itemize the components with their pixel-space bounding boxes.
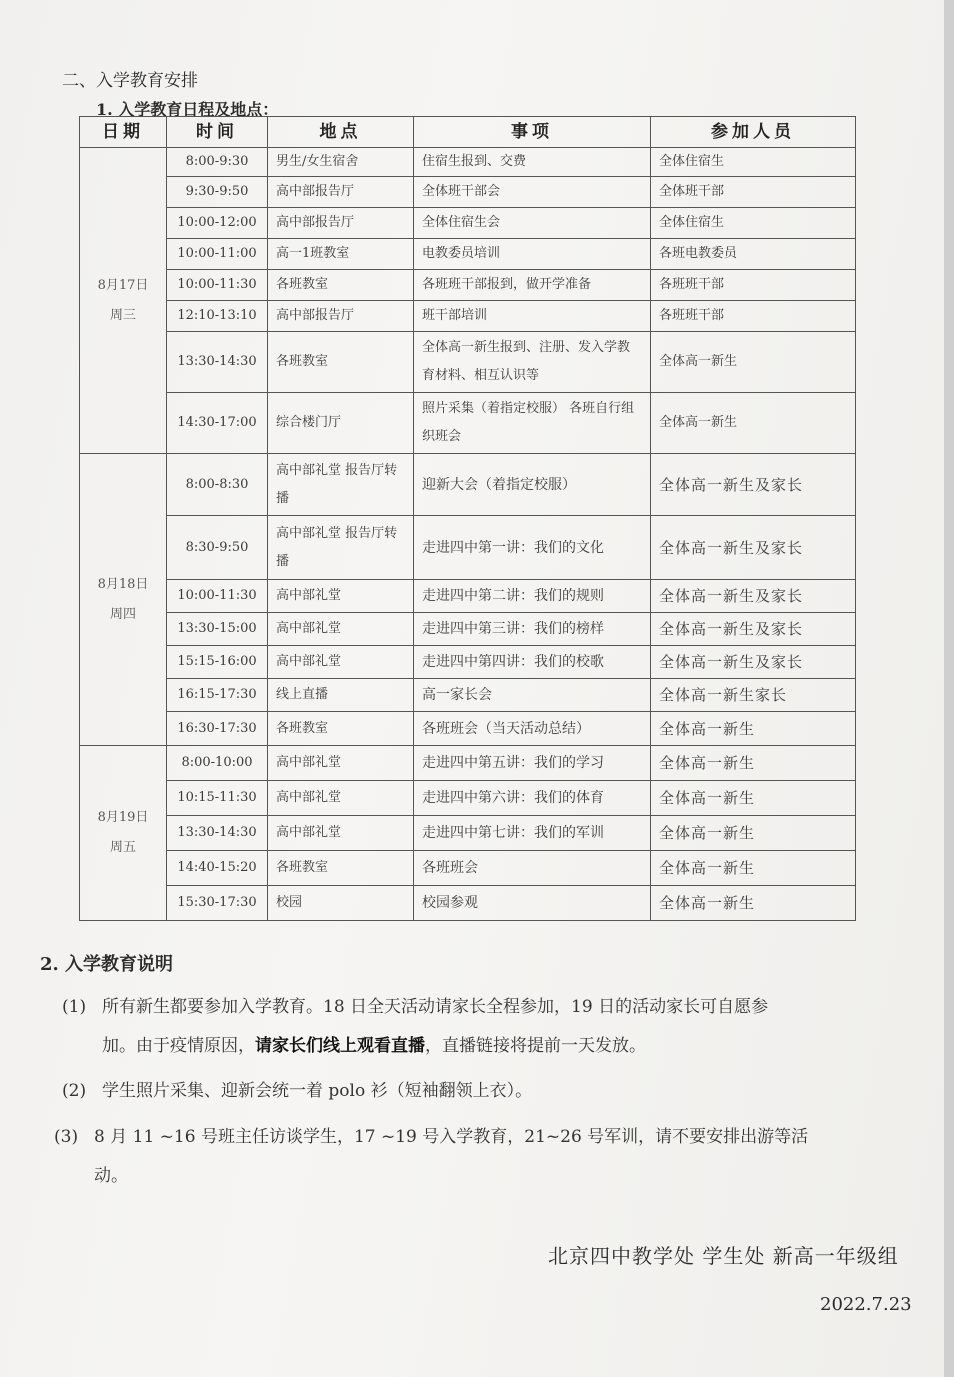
place-cell: 各班教室 xyxy=(268,712,414,746)
people-cell: 全体高一新生 xyxy=(651,886,856,921)
header-date: 日期 xyxy=(80,117,167,148)
note-3-text-b: 动。 xyxy=(94,1166,128,1186)
table-header-row xyxy=(80,117,856,148)
table-row xyxy=(80,886,856,921)
place-cell: 高中部报告厅 xyxy=(268,177,414,208)
people-cell: 全体高一新生及家长 xyxy=(651,613,856,646)
people-cell: 各班班干部 xyxy=(651,270,856,301)
time-cell: 8:00-8:30 xyxy=(167,454,268,516)
item-cell: 各班班会 xyxy=(414,851,651,886)
schedule-table xyxy=(79,116,856,921)
place-cell: 校园 xyxy=(268,886,414,921)
time-cell: 15:15-16:00 xyxy=(167,646,268,679)
time-cell: 13:30-15:00 xyxy=(167,613,268,646)
place-cell: 高一1班教室 xyxy=(268,239,414,270)
people-cell: 各班电教委员 xyxy=(651,239,856,270)
date-cell xyxy=(80,454,167,746)
table-row xyxy=(80,177,856,208)
note-1-text-c: ，直播链接将提前一天发放。 xyxy=(425,1036,646,1056)
time-cell: 8:00-9:30 xyxy=(167,148,268,177)
place-cell: 高中部报告厅 xyxy=(268,301,414,332)
place-cell: 综合楼门厅 xyxy=(268,393,414,454)
people-cell: 全体高一新生 xyxy=(651,851,856,886)
table-row xyxy=(80,239,856,270)
item-cell: 各班班干部报到，做开学准备 xyxy=(414,270,651,301)
item-cell: 住宿生报到、交费 xyxy=(414,148,651,177)
table-row xyxy=(80,332,856,393)
item-cell: 走进四中第二讲：我们的规则 xyxy=(414,580,651,613)
note-1-number: (1) xyxy=(62,997,87,1017)
item-cell: 各班班会（当天活动总结） xyxy=(414,712,651,746)
item-cell: 迎新大会（着指定校服） xyxy=(414,454,651,516)
page-edge xyxy=(944,0,954,1377)
item-cell: 走进四中第五讲：我们的学习 xyxy=(414,746,651,781)
table-row xyxy=(80,270,856,301)
place-cell: 高中部礼堂 xyxy=(268,816,414,851)
document-date: 2022.7.23 xyxy=(820,1294,912,1315)
date-label: 8月19日 xyxy=(97,810,149,825)
signature: 北京四中教学处 学生处 新高一年级组 xyxy=(548,1244,899,1268)
item-cell: 全体班干部会 xyxy=(414,177,651,208)
people-cell: 全体高一新生 xyxy=(651,712,856,746)
section-heading: 二、入学教育安排 xyxy=(62,71,198,91)
note-1-bold: 请家长们线上观看直播 xyxy=(255,1036,425,1056)
note-2-number: (2) xyxy=(62,1081,87,1101)
table-row xyxy=(80,746,856,781)
table-row xyxy=(80,148,856,177)
time-cell: 13:30-14:30 xyxy=(167,816,268,851)
place-cell: 高中部报告厅 xyxy=(268,208,414,239)
item-cell: 走进四中第四讲：我们的校歌 xyxy=(414,646,651,679)
table-row xyxy=(80,646,856,679)
date-cell xyxy=(80,148,167,454)
table-row xyxy=(80,781,856,816)
section2-heading: 2. 入学教育说明 xyxy=(40,954,174,975)
item-cell: 高一家长会 xyxy=(414,679,651,712)
people-cell: 全体高一新生家长 xyxy=(651,679,856,712)
time-cell: 10:00-11:30 xyxy=(167,270,268,301)
weekday-label: 周五 xyxy=(109,840,136,855)
people-cell: 全体班干部 xyxy=(651,177,856,208)
people-cell: 全体高一新生及家长 xyxy=(651,516,856,580)
weekday-label: 周四 xyxy=(109,606,136,622)
date-cell xyxy=(80,746,167,921)
date-label: 8月18日 xyxy=(97,576,149,592)
table-row xyxy=(80,679,856,712)
table-row xyxy=(80,516,856,580)
time-cell: 8:30-9:50 xyxy=(167,516,268,580)
place-cell: 各班教室 xyxy=(268,851,414,886)
place-cell: 高中部礼堂 xyxy=(268,613,414,646)
time-cell: 16:15-17:30 xyxy=(167,679,268,712)
table-row xyxy=(80,851,856,886)
item-cell: 全体住宿生会 xyxy=(414,208,651,239)
place-cell: 高中部礼堂 xyxy=(268,746,414,781)
note-3-text-a: 8 月 11 ~16 号班主任访谈学生，17 ~19 号入学教育，21~26 号军训，请不要安排出游等活 xyxy=(94,1127,809,1147)
time-cell: 10:00-11:30 xyxy=(167,580,268,613)
people-cell: 全体高一新生 xyxy=(651,816,856,851)
item-cell: 照片采集（着指定校服） 各班自行组织班会 xyxy=(414,393,651,454)
place-cell: 高中部礼堂 报告厅转播 xyxy=(268,516,414,580)
place-cell: 各班教室 xyxy=(268,270,414,301)
item-cell: 走进四中第六讲：我们的体育 xyxy=(414,781,651,816)
table-row xyxy=(80,712,856,746)
item-cell: 校园参观 xyxy=(414,886,651,921)
people-cell: 全体住宿生 xyxy=(651,148,856,177)
note-3-number: (3) xyxy=(54,1127,79,1147)
time-cell: 15:30-17:30 xyxy=(167,886,268,921)
place-cell: 高中部礼堂 xyxy=(268,580,414,613)
note-2-text: 学生照片采集、迎新会统一着 polo 衫（短袖翻领上衣）。 xyxy=(102,1081,533,1101)
header-people: 参加人员 xyxy=(651,117,856,148)
header-place: 地点 xyxy=(268,117,414,148)
time-cell: 16:30-17:30 xyxy=(167,712,268,746)
table-row xyxy=(80,393,856,454)
item-cell: 全体高一新生报到、注册、发入学教育材料、相互认识等 xyxy=(414,332,651,393)
note-1 xyxy=(62,988,922,1066)
date-label: 8月17日 xyxy=(97,277,149,293)
item-cell: 走进四中第三讲：我们的榜样 xyxy=(414,613,651,646)
time-cell: 10:00-11:00 xyxy=(167,239,268,270)
people-cell: 各班班干部 xyxy=(651,301,856,332)
place-cell: 高中部礼堂 报告厅转播 xyxy=(268,454,414,516)
people-cell: 全体高一新生 xyxy=(651,746,856,781)
time-cell: 9:30-9:50 xyxy=(167,177,268,208)
header-time: 时间 xyxy=(167,117,268,148)
item-cell: 电教委员培训 xyxy=(414,239,651,270)
place-cell: 高中部礼堂 xyxy=(268,781,414,816)
header-item: 事项 xyxy=(414,117,651,148)
note-3 xyxy=(54,1118,924,1196)
table-row xyxy=(80,208,856,239)
place-cell: 线上直播 xyxy=(268,679,414,712)
item-cell: 班干部培训 xyxy=(414,301,651,332)
item-cell: 走进四中第七讲：我们的军训 xyxy=(414,816,651,851)
weekday-label: 周三 xyxy=(109,307,136,323)
time-cell: 14:40-15:20 xyxy=(167,851,268,886)
note-2 xyxy=(62,1072,922,1111)
table-row xyxy=(80,454,856,516)
time-cell: 10:00-12:00 xyxy=(167,208,268,239)
time-cell: 10:15-11:30 xyxy=(167,781,268,816)
time-cell: 13:30-14:30 xyxy=(167,332,268,393)
people-cell: 全体高一新生及家长 xyxy=(651,646,856,679)
item-cell: 走进四中第一讲：我们的文化 xyxy=(414,516,651,580)
table-row xyxy=(80,301,856,332)
people-cell: 全体高一新生 xyxy=(651,393,856,454)
table-row xyxy=(80,816,856,851)
people-cell: 全体高一新生及家长 xyxy=(651,454,856,516)
note-1-text-b: 加。由于疫情原因， xyxy=(102,1036,255,1056)
place-cell: 各班教室 xyxy=(268,332,414,393)
note-1-text-a: 所有新生都要参加入学教育。18 日全天活动请家长全程参加，19 日的活动家长可自愿参 xyxy=(102,997,769,1017)
subsection-heading: 1. 入学教育日程及地点： xyxy=(96,100,279,119)
place-cell: 高中部礼堂 xyxy=(268,646,414,679)
table-row xyxy=(80,613,856,646)
place-cell: 男生/女生宿舍 xyxy=(268,148,414,177)
time-cell: 14:30-17:00 xyxy=(167,393,268,454)
people-cell: 全体高一新生及家长 xyxy=(651,580,856,613)
table-row xyxy=(80,580,856,613)
people-cell: 全体高一新生 xyxy=(651,332,856,393)
people-cell: 全体住宿生 xyxy=(651,208,856,239)
people-cell: 全体高一新生 xyxy=(651,781,856,816)
time-cell: 12:10-13:10 xyxy=(167,301,268,332)
time-cell: 8:00-10:00 xyxy=(167,746,268,781)
schedule-body xyxy=(80,148,856,921)
